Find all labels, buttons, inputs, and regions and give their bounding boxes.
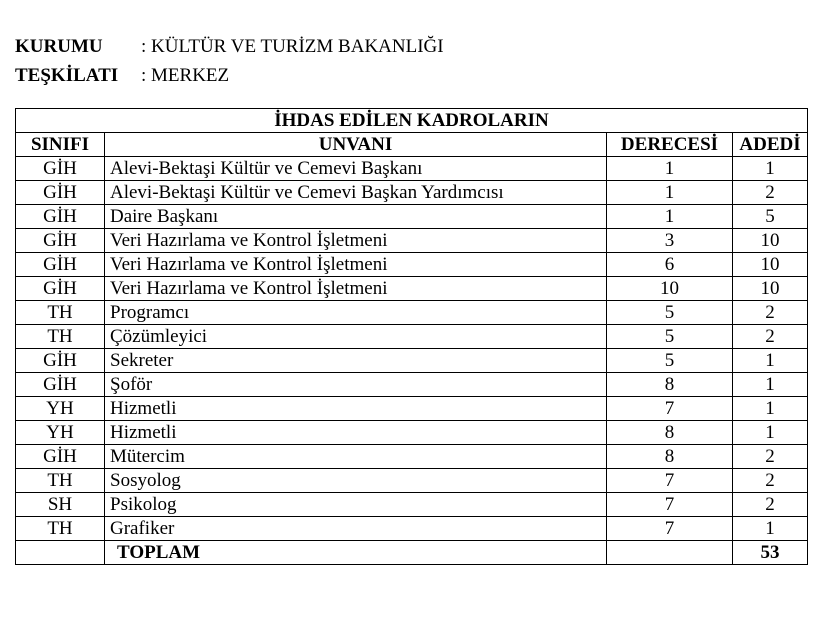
cell-sinifi: TH [16, 301, 105, 325]
cell-unvani: Mütercim [105, 445, 607, 469]
table-row [16, 421, 808, 445]
cell-adedi: 2 [733, 469, 808, 493]
cell-derecesi: 10 [607, 277, 733, 301]
total-empty-cell [16, 541, 105, 565]
cell-adedi: 1 [733, 349, 808, 373]
cell-sinifi: GİH [16, 181, 105, 205]
teskilati-line [15, 65, 229, 87]
table-row [16, 229, 808, 253]
cell-sinifi: GİH [16, 445, 105, 469]
cell-derecesi: 7 [607, 517, 733, 541]
cell-sinifi: GİH [16, 205, 105, 229]
table-row [16, 397, 808, 421]
table-row [16, 493, 808, 517]
cell-unvani: Psikolog [105, 493, 607, 517]
teskilati-label: TEŞKİLATI [15, 65, 119, 86]
column-header-sinifi: SINIFI [16, 133, 105, 157]
kurumu-value: : KÜLTÜR VE TURİZM BAKANLIĞI [141, 36, 444, 57]
cell-unvani: Alevi-Bektaşi Kültür ve Cemevi Başkan Yardımcısı [105, 181, 607, 205]
cell-sinifi: GİH [16, 373, 105, 397]
table-row [16, 205, 808, 229]
cell-sinifi: TH [16, 325, 105, 349]
total-empty-cell [607, 541, 733, 565]
cell-sinifi: SH [16, 493, 105, 517]
cell-adedi: 1 [733, 373, 808, 397]
cell-unvani: Veri Hazırlama ve Kontrol İşletmeni [105, 229, 607, 253]
cell-derecesi: 8 [607, 421, 733, 445]
cell-derecesi: 5 [607, 349, 733, 373]
table-row [16, 373, 808, 397]
cell-unvani: Şoför [105, 373, 607, 397]
cell-sinifi: TH [16, 469, 105, 493]
cell-sinifi: GİH [16, 253, 105, 277]
cell-unvani: Hizmetli [105, 397, 607, 421]
table-row [16, 445, 808, 469]
cell-sinifi: GİH [16, 157, 105, 181]
cell-unvani: Veri Hazırlama ve Kontrol İşletmeni [105, 277, 607, 301]
cell-sinifi: YH [16, 397, 105, 421]
cell-sinifi: GİH [16, 277, 105, 301]
cell-derecesi: 7 [607, 493, 733, 517]
table-row [16, 157, 808, 181]
cell-unvani: Sekreter [105, 349, 607, 373]
cell-unvani: Programcı [105, 301, 607, 325]
cell-unvani: Çözümleyici [105, 325, 607, 349]
cell-adedi: 10 [733, 277, 808, 301]
cell-unvani: Veri Hazırlama ve Kontrol İşletmeni [105, 253, 607, 277]
total-label: TOPLAM [105, 541, 607, 565]
cell-adedi: 2 [733, 301, 808, 325]
cell-derecesi: 1 [607, 205, 733, 229]
table-row [16, 181, 808, 205]
cell-sinifi: GİH [16, 349, 105, 373]
column-header-derecesi: DERECESİ [607, 133, 733, 157]
total-value: 53 [733, 541, 808, 565]
cell-derecesi: 5 [607, 301, 733, 325]
table-title: İHDAS EDİLEN KADROLARIN [16, 109, 808, 133]
cell-derecesi: 8 [607, 445, 733, 469]
table-row [16, 349, 808, 373]
kurumu-line [15, 36, 444, 58]
cell-derecesi: 1 [607, 181, 733, 205]
table-row [16, 253, 808, 277]
cell-adedi: 1 [733, 517, 808, 541]
table-row [16, 469, 808, 493]
teskilati-value: : MERKEZ [141, 65, 230, 86]
cell-adedi: 1 [733, 157, 808, 181]
table-row [16, 277, 808, 301]
cell-adedi: 10 [733, 253, 808, 277]
cell-unvani: Hizmetli [105, 421, 607, 445]
cell-sinifi: TH [16, 517, 105, 541]
cell-derecesi: 7 [607, 469, 733, 493]
table-row [16, 325, 808, 349]
cell-unvani: Daire Başkanı [105, 205, 607, 229]
cell-derecesi: 1 [607, 157, 733, 181]
cell-derecesi: 6 [607, 253, 733, 277]
table-title-row [16, 109, 808, 133]
cell-adedi: 2 [733, 181, 808, 205]
cell-adedi: 5 [733, 205, 808, 229]
cell-derecesi: 8 [607, 373, 733, 397]
cell-sinifi: YH [16, 421, 105, 445]
cell-adedi: 1 [733, 421, 808, 445]
table-body [16, 157, 808, 541]
kurumu-label: KURUMU [15, 36, 103, 57]
cell-adedi: 10 [733, 229, 808, 253]
cell-adedi: 1 [733, 397, 808, 421]
cell-unvani: Alevi-Bektaşi Kültür ve Cemevi Başkanı [105, 157, 607, 181]
cell-unvani: Sosyolog [105, 469, 607, 493]
cell-derecesi: 5 [607, 325, 733, 349]
kadro-table [15, 108, 808, 565]
cell-derecesi: 7 [607, 397, 733, 421]
column-header-unvani: UNVANI [105, 133, 607, 157]
cell-sinifi: GİH [16, 229, 105, 253]
cell-adedi: 2 [733, 445, 808, 469]
column-header-row [16, 133, 808, 157]
cell-unvani: Grafiker [105, 517, 607, 541]
table-row [16, 517, 808, 541]
column-header-adedi: ADEDİ [733, 133, 808, 157]
cell-adedi: 2 [733, 325, 808, 349]
cell-derecesi: 3 [607, 229, 733, 253]
table-row [16, 301, 808, 325]
total-row [16, 541, 808, 565]
cell-adedi: 2 [733, 493, 808, 517]
